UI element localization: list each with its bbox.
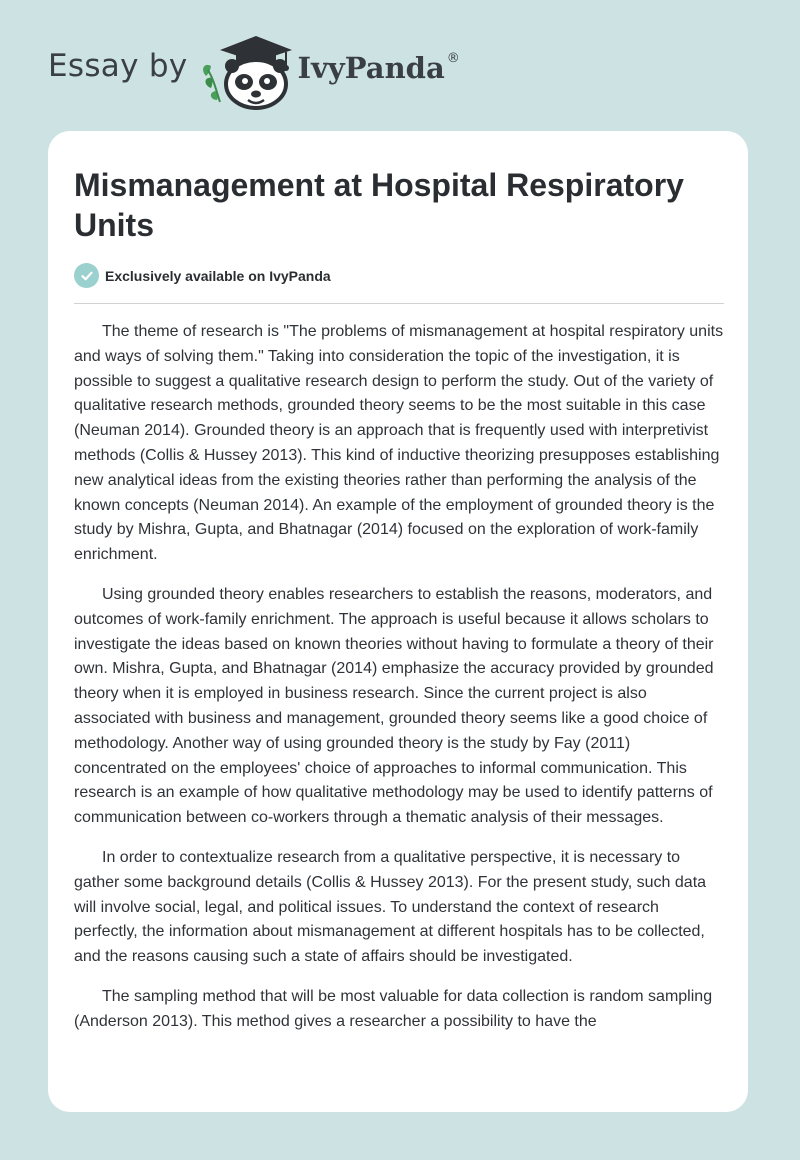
ivypanda-logo-icon[interactable] [198, 30, 294, 110]
site-header [48, 30, 460, 110]
registered-mark: ® [446, 51, 460, 66]
exclusive-label: Exclusively available on IvyPanda [105, 267, 331, 284]
title-divider [74, 303, 724, 304]
paragraph: In order to contextualize research from a qualitative perspective, it is necessary to gather some background details (Collis & Hussey 2013). For the present study, such data will involve social, legal, and political issues. To understand the context of research perfectly, the information about mismanagement at different hospitals has to be collected, and the reasons causing such a state of affairs should be investigated. [74, 848, 707, 966]
exclusive-badge [74, 263, 331, 288]
brand-name[interactable] [298, 51, 460, 85]
essay-by-label: Essay by [48, 48, 188, 84]
paragraph: The theme of research is "The problems of mismanagement at hospital respiratory units and ways of solving them." Taking into consideration the topic of the investigation, it is possible to suggest a qualitative research design to perform the study. Out of the variety of qualitative research methods, grounded theory seems to be the most suitable in this case (Neuman 2014). Grounded theory is an approach that is frequently used with interpretivist methods (Collis & Hussey 2013). This kind of inductive theorizing presupposes establishing new analytical ideas from the existing theories rather than performing the analysis of the known concepts (Neuman 2014). An example of the employment of grounded theory is the study by Mishra, Gupta, and Bhatnagar (2014) focused on the exploration of work-family enrichment. [74, 323, 724, 564]
essay-title: Mismanagement at Hospital Respiratory Units [74, 167, 684, 243]
essay-card [48, 131, 748, 1112]
check-circle-icon [74, 263, 99, 288]
essay-body [74, 320, 726, 1050]
paragraph: Using grounded theory enables researchers to establish the reasons, moderators, and outcomes of work-family enrichment. The approach is useful because it allows scholars to investigate the ideas based on known theories without having to formulate a theory of their own. Mishra, Gupta, and Bhatnagar (2014) emphasize the accuracy provided by grounded theory when it is employed in business research. Since the current project is also associated with business and management, grounded theory seems like a good choice of methodology. Another way of using grounded theory is the study by Fay (2011) concentrated on the employees' choice of approaches to informal communication. This research is an example of how qualitative methodology may be used to identify patterns of communication between co-workers through a thematic analysis of their messages. [74, 585, 714, 827]
paragraph: The sampling method that will be most valuable for data collection is random sampling (Anderson 2013). This method gives a researcher a possibility to have the [74, 987, 713, 1030]
brand-name-text: IvyPanda [297, 51, 445, 85]
